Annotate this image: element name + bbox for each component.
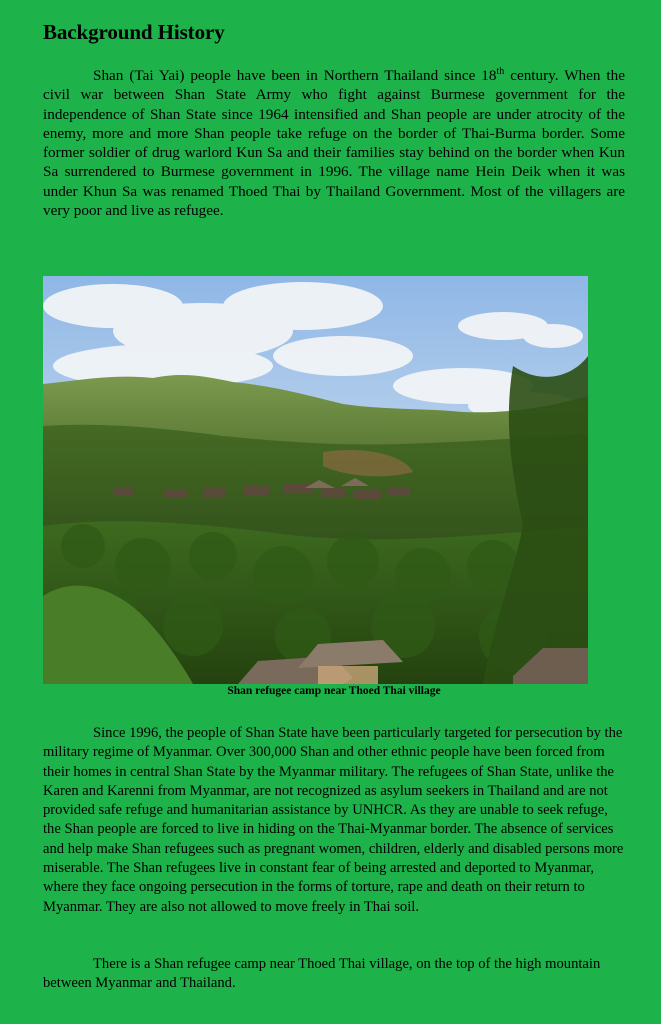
intro-text-rest: century. When the civil war between Shan State Army who fight against Burmese government for the independence of Shan State since 1964 intensified and Shan people are under atrocity of the enemy, more and more Shan people take refuge on the border of Thai-Burma border. Some former soldier of drug warlord Kun Sa and their families stay behind on the border when Kun Sa surrendered to Burmese government in 1996. The village name Hein Deik when it was under Khun Sa was renamed Thoed Thai by Thailand Government. Most of the villagers are very poor and live as refugee. xyxy=(43,67,625,220)
page-heading: Background History xyxy=(43,20,225,44)
intro-text-start: Shan (Tai Yai) people have been in Northern Thailand since 18 xyxy=(93,67,497,84)
ordinal-superscript: th xyxy=(496,65,505,77)
camp-location-paragraph: There is a Shan refugee camp near Thoed Thai village, on the top of the high mountain between Myanmar and Thailand. xyxy=(43,956,601,992)
photo-caption: Shan refugee camp near Thoed Thai village xyxy=(227,685,441,697)
persecution-paragraph: Since 1996, the people of Shan State have been particularly targeted for persecution by the military regime of Myanmar. Over 300,000 Shan and other ethnic people have been forced from their homes in central Shan State by the Myanmar military. The refugees of Shan State, unlike the Karen and Karenni from Myanmar, are not recognized as asylum seekers in Thailand and are not provided safe refuge and humanitarian assistance by UNHCR. As they are unable to seek refuge, the Shan people are forced to live in hiding on the Thai-Myanmar border. The absence of services and help make Shan refugees such as pregnant women, children, elderly and disabled persons more miserable. The Shan refugees live in constant fear of being arrested and deported to Myanmar, where they face ongoing persecution in the forms of torture, rape and death on their return to Myanmar. They are also not allowed to move freely in Thai soil. xyxy=(43,725,624,915)
refugee-camp-photo xyxy=(43,276,588,684)
intro-paragraph xyxy=(43,66,625,220)
